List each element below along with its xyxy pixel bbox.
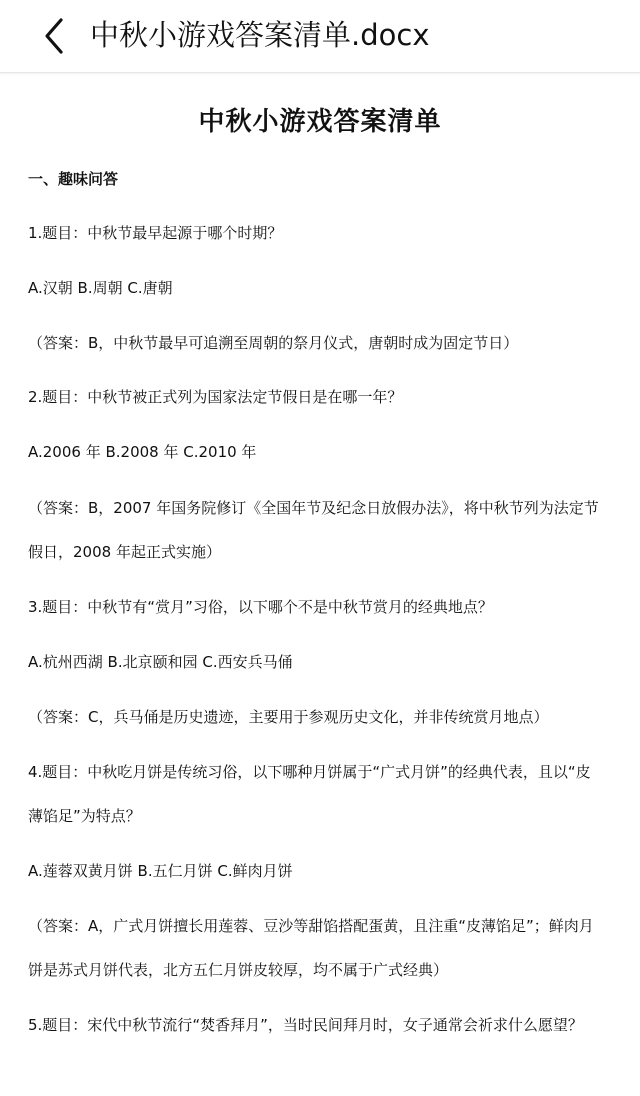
document-title: 中秋小游戏答案清单 — [198, 107, 442, 137]
answer-1: （答案：B，中秋节最早可追溯至周朝的祭月仪式，唐朝时成为固定节日） — [28, 334, 519, 352]
answer-2-line-2: 假日，2008 年起正式实施） — [28, 543, 221, 561]
question-5: 5.题目：宋代中秋节流行“焚香拜月”，当时民间拜月时，女子通常会祈求什么愿望？ — [28, 1016, 583, 1034]
document-body — [0, 72, 640, 1096]
answer-4-line-2: 饼是苏式月饼代表，北方五仁月饼皮较厚，均不属于广式经典） — [28, 961, 449, 979]
options-4: A.莲蓉双黄月饼 B.五仁月饼 C.鲜肉月饼 — [28, 862, 293, 880]
question-4-line-2: 薄馅足”为特点？ — [28, 807, 141, 825]
section-heading: 一、趣味问答 — [28, 170, 119, 188]
answer-2-line-1: （答案：B，2007 年国务院修订《全国年节及纪念日放假办法》，将中秋节列为法定节 — [28, 499, 599, 517]
options-1: A.汉朝 B.周朝 C.唐朝 — [28, 279, 173, 297]
top-bar — [0, 0, 640, 73]
file-name-title: 中秋小游戏答案清单.docx — [90, 18, 430, 52]
question-2: 2.题目：中秋节被正式列为国家法定节假日是在哪一年？ — [28, 388, 403, 406]
question-1: 1.题目：中秋节最早起源于哪个时期？ — [28, 224, 283, 242]
back-button[interactable] — [30, 12, 78, 60]
question-3: 3.题目：中秋节有“赏月”习俗，以下哪个不是中秋节赏月的经典地点？ — [28, 598, 493, 616]
options-3: A.杭州西湖 B.北京颐和园 C.西安兵马俑 — [28, 653, 293, 671]
answer-4-line-1: （答案：A，广式月饼擅长用莲蓉、豆沙等甜馅搭配蛋黄，且注重“皮薄馅足”；鲜肉月 — [28, 917, 594, 935]
chevron-left-icon — [40, 16, 68, 56]
answer-3: （答案：C，兵马俑是历史遗迹，主要用于参观历史文化，并非传统赏月地点） — [28, 708, 549, 726]
options-2: A.2006 年 B.2008 年 C.2010 年 — [28, 443, 257, 461]
question-4-line-1: 4.题目：中秋吃月饼是传统习俗，以下哪种月饼属于“广式月饼”的经典代表，且以“皮 — [28, 763, 591, 781]
